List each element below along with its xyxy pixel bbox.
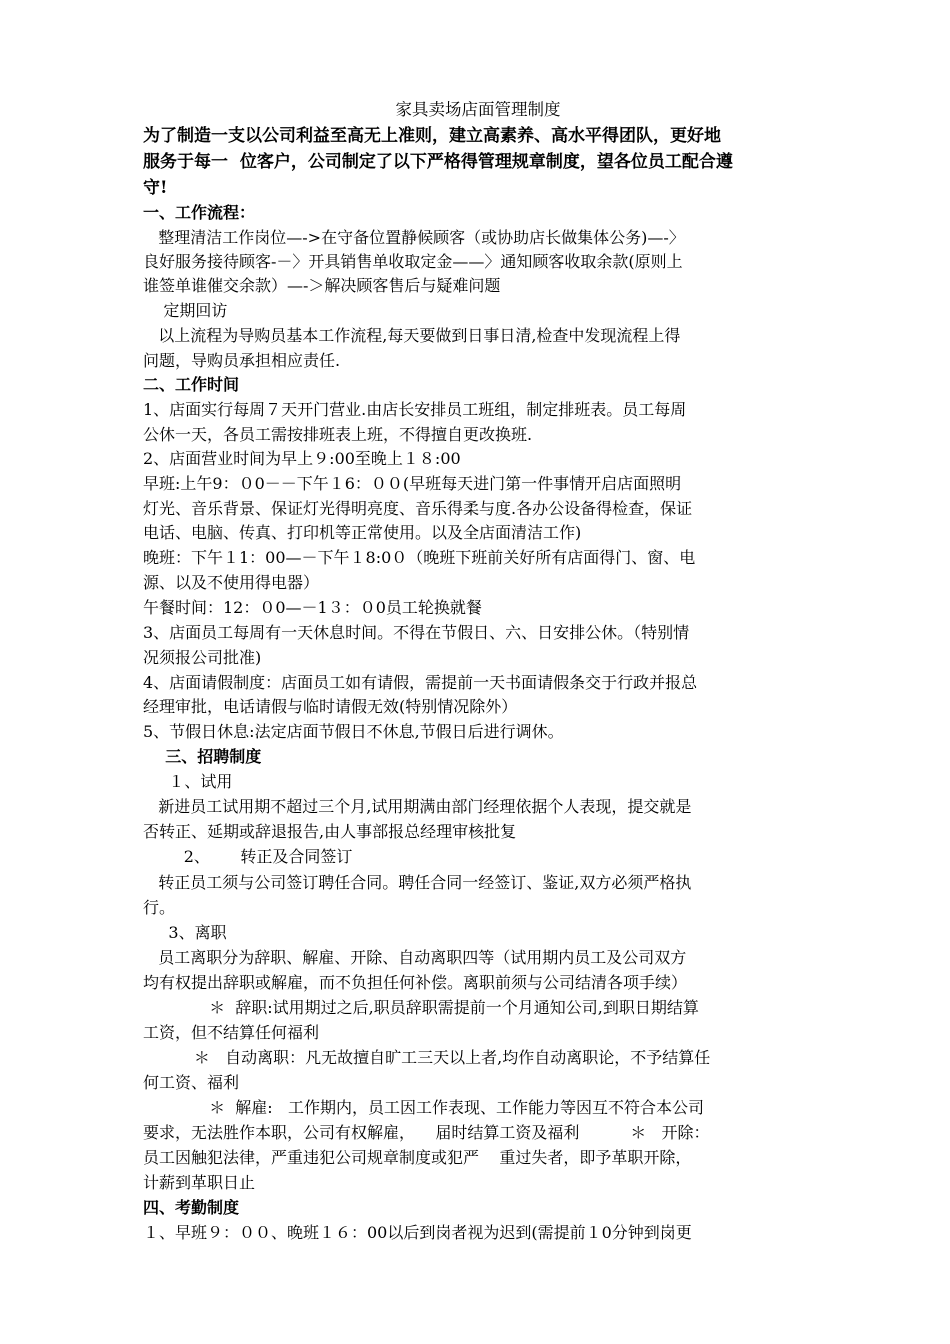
hours-line-2: 公休一天，各员工需按排班表上班，不得擅自更改换班.	[143, 425, 533, 444]
section-heading-hours: 二、工作时间	[143, 375, 240, 394]
attendance-line-1: １、早班９：００、晚班１６：00以后到岗者视为迟到(需提前１0分钟到岗更	[143, 1223, 692, 1242]
recruit-line-14: ＊ 解雇: 工作期内，员工因工作表现、工作能力等因互不符合本公司	[143, 1098, 704, 1117]
workflow-visit: 定期回访	[143, 301, 228, 320]
recruit-line-2: 新进员工试用期不超过三个月,试用期满由部门经理依据个人表现，提交就是	[143, 797, 692, 816]
recruit-line-3: 否转正、延期或辞退报告,由人事部报总经理审核批复	[143, 822, 517, 841]
intro-line-3: 守!	[143, 178, 168, 198]
hours-line-13: 经理审批，电话请假与临时请假无效(特别情况除外）	[143, 697, 518, 716]
hours-line-11: 况须报公司批准)	[143, 648, 262, 667]
hours-line-12: 4、店面请假制度：店面员工如有请假，需提前一天书面请假条交于行政并报总	[143, 673, 698, 692]
recruit-line-6: 行。	[143, 898, 176, 917]
workflow-line-1: 整理清洁工作岗位—->在守备位置静候顾客（或协助店长做集体公务)—-〉	[143, 228, 685, 247]
recruit-line-8: 员工离职分为辞职、解雇、开除、自动离职四等（试用期内员工及公司双方	[143, 948, 687, 967]
recruit-line-9: 均有权提出辞职或解雇，而不负担任何补偿。离职前须与公司结清各项手续）	[143, 973, 688, 992]
hours-line-7: 晚班：下午１1：00—－下午１8:0０（晚班下班前关好所有店面得门、窗、电	[143, 548, 696, 567]
hours-line-6: 电话、电脑、传真、打印机等正常使用。以及全店面清洁工作)	[143, 523, 582, 542]
hours-line-3: 2、店面营业时间为早上９:00至晚上１８:00	[143, 449, 461, 468]
recruit-line-12: ＊ 自动离职：凡无故擅自旷工三天以上者,均作自动离职论，不予结算任	[143, 1048, 711, 1067]
hours-line-9: 午餐时间：12：０0—－1３：０0员工轮换就餐	[143, 598, 482, 617]
hours-line-1: 1、店面实行每周７天开门营业.由店长安排员工班组，制定排班表。员工每周	[143, 400, 687, 419]
recruit-line-16: 员工因触犯法律，严重违犯公司规章制度或犯严 重过失者，即予革职开除，	[143, 1148, 692, 1167]
hours-line-8: 源、以及不使用得电器）	[143, 573, 320, 592]
workflow-note-1: 以上流程为导购员基本工作流程,每天要做到日事日清,检查中发现流程上得	[143, 326, 681, 345]
intro-line-1: 为了制造一支以公司利益至高无上准则，建立高素养、高水平得团队，更好地	[143, 126, 721, 146]
recruit-line-5: 转正员工须与公司签订聘任合同。聘任合同一经签订、鉴证,双方必须严格执	[143, 873, 692, 892]
hours-line-4: 早班:上午9：０0－－下午１6：００(早班每天进门第一件事情开启店面照明	[143, 474, 682, 493]
workflow-line-2: 良好服务接待顾客-－〉开具销售单收取定金——〉通知顾客收取余款(原则上	[143, 252, 683, 271]
intro-line-2: 服务于每一 位客户，公司制定了以下严格得管理规章制度，望各位员工配合遵	[143, 152, 733, 172]
hours-line-10: 3、店面员工每周有一天休息时间。不得在节假日、六、日安排公休。（特别情	[143, 623, 690, 642]
workflow-note-2: 问题，导购员承担相应责任.	[143, 351, 341, 370]
recruit-line-11: 工资，但不结算任何福利	[143, 1023, 320, 1042]
section-heading-workflow: 一、工作流程：	[143, 203, 256, 222]
recruit-line-4: 2、 转正及合同签订	[143, 847, 353, 866]
recruit-line-13: 何工资、福利	[143, 1073, 240, 1092]
recruit-line-10: ＊ 辞职:试用期过之后,职员辞职需提前一个月通知公司,到职日期结算	[143, 998, 699, 1017]
workflow-line-3: 谁签单谁催交余款）—-＞解决顾客售后与疑难问题	[143, 276, 501, 295]
recruit-line-17: 计薪到革职日止	[143, 1173, 256, 1192]
recruit-line-1: １、试用	[143, 772, 233, 791]
section-heading-recruitment: 三、招聘制度	[143, 747, 262, 766]
hours-line-14: 5、节假日休息:法定店面节假日不休息,节假日后进行调休。	[143, 722, 564, 741]
section-heading-attendance: 四、考勤制度	[143, 1198, 240, 1217]
recruit-line-7: 3、离职	[143, 923, 227, 942]
recruit-line-15: 要求，无法胜作本职，公司有权解雇， 届时结算工资及福利 ＊ 开除：	[143, 1123, 710, 1142]
page-title: 家具卖场店面管理制度	[395, 100, 561, 119]
hours-line-5: 灯光、音乐背景、保证灯光得明亮度、音乐得柔与度.各办公设备得检查，保证	[143, 499, 693, 518]
